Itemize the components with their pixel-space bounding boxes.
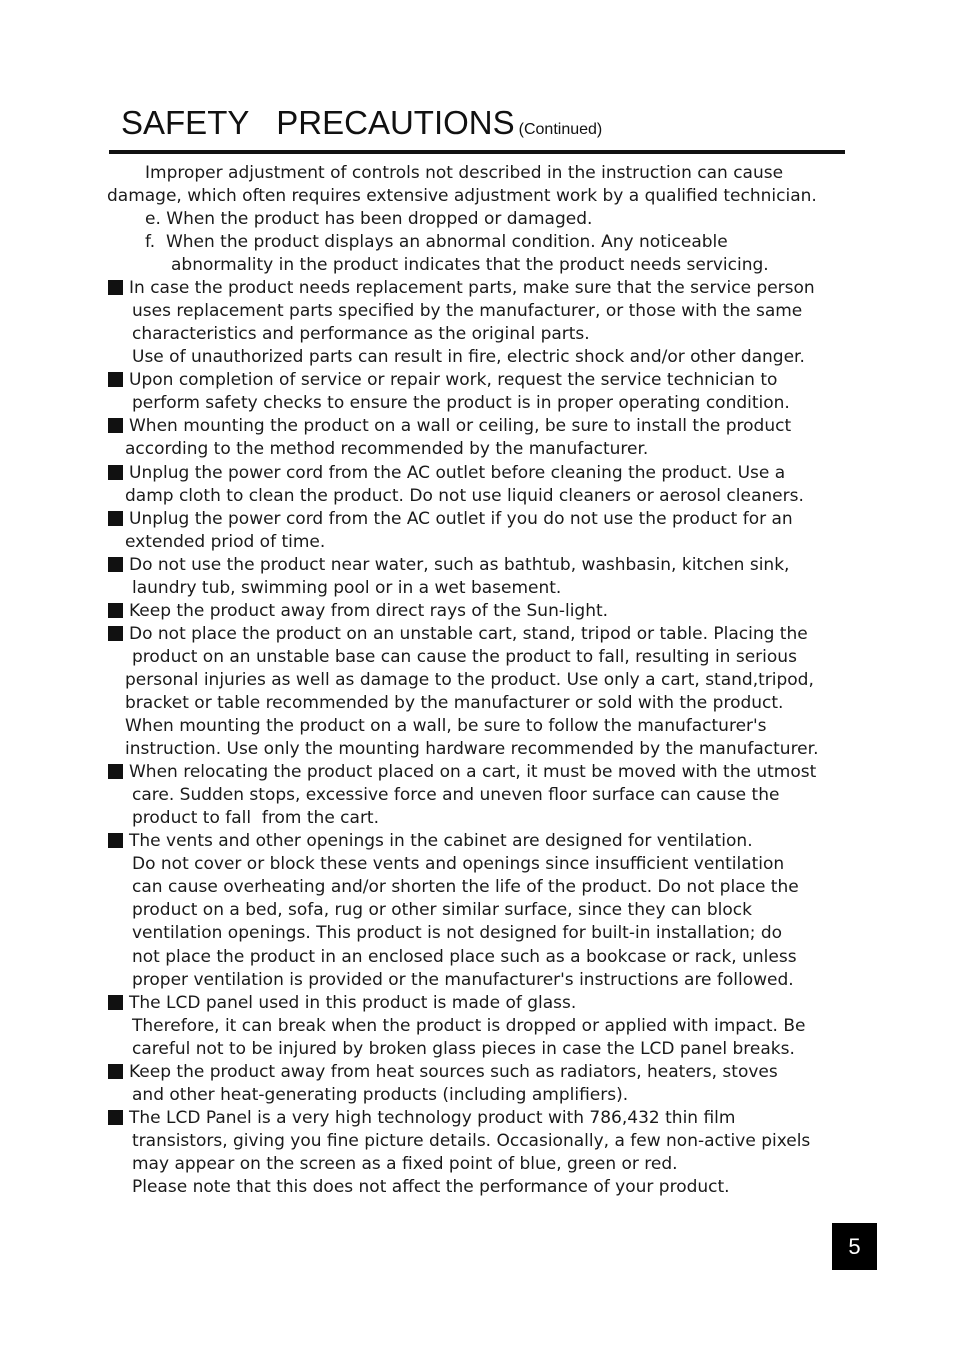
square-bullet-icon xyxy=(108,418,123,433)
text-line xyxy=(171,254,769,277)
text-line xyxy=(125,669,814,692)
text-line xyxy=(132,876,799,899)
text-line-content: e. When the product has been dropped or damaged. xyxy=(145,209,593,229)
text-line-content: bracket or table recommended by the manufacturer or sold with the product. xyxy=(125,693,784,713)
text-line-content: may appear on the screen as a fixed point of blue, green or red. xyxy=(132,1154,678,1174)
text-line xyxy=(132,346,805,369)
text-line-content: Use of unauthorized parts can result in fire, electric shock and/or other danger. xyxy=(132,347,805,367)
text-line-content: damage, which often requires extensive adjustment work by a qualified technician. xyxy=(107,186,817,206)
square-bullet-icon xyxy=(108,764,123,779)
text-line-content: Keep the product away from heat sources such as radiators, heaters, stoves xyxy=(129,1062,778,1082)
text-line-content: proper ventilation is provided or the manufacturer's instructions are followed. xyxy=(132,970,794,990)
text-line-content: Unplug the power cord from the AC outlet before cleaning the product. Use a xyxy=(129,463,786,483)
text-line-content: Unplug the power cord from the AC outlet if you do not use the product for an xyxy=(129,509,793,529)
text-line-content: When mounting the product on a wall, be sure to follow the manufacturer's xyxy=(125,716,767,736)
text-line-content: not place the product in an enclosed place such as a bookcase or rack, unless xyxy=(132,947,797,967)
text-line xyxy=(125,738,818,761)
text-line-content: In case the product needs replacement parts, make sure that the service person xyxy=(129,278,815,298)
page-title-main: SAFETY PRECAUTIONS xyxy=(121,104,515,141)
square-bullet-icon xyxy=(108,1110,123,1125)
square-bullet-icon xyxy=(108,1064,123,1079)
bullet-item xyxy=(108,830,753,853)
text-line xyxy=(145,231,728,254)
text-line-content: transistors, giving you fine picture details. Occasionally, a few non-active pixels xyxy=(132,1131,811,1151)
text-line xyxy=(132,646,797,669)
text-line xyxy=(132,1176,730,1199)
text-line-content: instruction. Use only the mounting hardware recommended by the manufacturer. xyxy=(125,739,819,759)
bullet-item xyxy=(108,1061,778,1084)
text-line xyxy=(132,577,561,600)
bullet-item xyxy=(108,992,576,1015)
text-line-content: The LCD Panel is a very high technology product with 786,432 thin film xyxy=(129,1108,736,1128)
text-line-content: When mounting the product on a wall or ceiling, be sure to install the product xyxy=(129,416,792,436)
text-line xyxy=(132,1015,805,1038)
text-line xyxy=(125,438,648,461)
text-line-content: and other heat-generating products (including amplifiers). xyxy=(132,1085,629,1105)
square-bullet-icon xyxy=(108,995,123,1010)
page-title-subtitle: (Continued) xyxy=(518,121,603,138)
bullet-item xyxy=(108,277,815,300)
bullet-item xyxy=(108,623,808,646)
text-line-content: characteristics and performance as the original parts. xyxy=(132,324,590,344)
text-line-content: When relocating the product placed on a cart, it must be moved with the utmost xyxy=(129,762,817,782)
text-line xyxy=(132,300,802,323)
page-title xyxy=(121,104,602,142)
text-line-content: careful not to be injured by broken glass pieces in case the LCD panel breaks. xyxy=(132,1039,795,1059)
text-line-content: laundry tub, swimming pool or in a wet basement. xyxy=(132,578,562,598)
square-bullet-icon xyxy=(108,557,123,572)
text-line-content: care. Sudden stops, excessive force and uneven floor surface can cause the xyxy=(132,785,780,805)
text-line xyxy=(145,208,592,231)
page-number: 5 xyxy=(832,1223,877,1270)
text-line-content: Therefore, it can break when the product is dropped or applied with impact. Be xyxy=(132,1016,806,1036)
text-line-content: product to fall from the cart. xyxy=(132,808,380,828)
bullet-item xyxy=(108,369,777,392)
text-line xyxy=(125,485,804,508)
text-line-content: Do not use the product near water, such as bathtub, washbasin, kitchen sink, xyxy=(129,555,790,575)
text-line-content: product on a bed, sofa, rug or other similar surface, since they can block xyxy=(132,900,752,920)
text-line-content: abnormality in the product indicates that the product needs servicing. xyxy=(171,255,769,275)
text-line xyxy=(145,162,783,185)
text-line-content: damp cloth to clean the product. Do not use liquid cleaners or aerosol cleaners. xyxy=(125,486,804,506)
square-bullet-icon xyxy=(108,511,123,526)
text-line xyxy=(132,922,782,945)
text-line-content: Improper adjustment of controls not described in the instruction can cause xyxy=(145,163,784,183)
text-line-content: ventilation openings. This product is not designed for built-in installation; do xyxy=(132,923,783,943)
text-line xyxy=(125,531,325,554)
text-line-content: perform safety checks to ensure the product is in proper operating condition. xyxy=(132,393,790,413)
text-line xyxy=(132,392,790,415)
text-line-content: extended priod of time. xyxy=(125,532,326,552)
text-line-content: f. When the product displays an abnormal condition. Any noticeable xyxy=(145,232,728,252)
square-bullet-icon xyxy=(108,280,123,295)
text-line-content: Please note that this does not affect the performance of your product. xyxy=(132,1177,730,1197)
text-line xyxy=(132,946,797,969)
text-line xyxy=(132,784,779,807)
text-line-content: The LCD panel used in this product is made of glass. xyxy=(129,993,577,1013)
square-bullet-icon xyxy=(108,833,123,848)
text-line xyxy=(132,899,752,922)
bullet-item xyxy=(108,1107,735,1130)
text-line xyxy=(125,692,783,715)
bullet-item xyxy=(108,761,816,784)
text-line xyxy=(125,715,767,738)
text-line xyxy=(132,853,784,876)
text-line-content: can cause overheating and/or shorten the life of the product. Do not place the xyxy=(132,877,799,897)
text-line xyxy=(132,1084,628,1107)
text-line xyxy=(132,323,590,346)
text-line xyxy=(132,1038,795,1061)
text-line-content: The vents and other openings in the cabinet are designed for ventilation. xyxy=(129,831,753,851)
text-line xyxy=(132,969,794,992)
text-line xyxy=(132,1130,810,1153)
text-line-content: uses replacement parts specified by the manufacturer, or those with the same xyxy=(132,301,803,321)
square-bullet-icon xyxy=(108,603,123,618)
bullet-item xyxy=(108,554,789,577)
text-line xyxy=(107,185,817,208)
text-line-content: Upon completion of service or repair work, request the service technician to xyxy=(129,370,778,390)
square-bullet-icon xyxy=(108,372,123,387)
text-line-content: product on an unstable base can cause the product to fall, resulting in serious xyxy=(132,647,797,667)
title-divider xyxy=(109,150,845,154)
text-line-content: Do not cover or block these vents and openings since insufficient ventilation xyxy=(132,854,785,874)
square-bullet-icon xyxy=(108,465,123,480)
text-line xyxy=(132,1153,678,1176)
bullet-item xyxy=(108,508,793,531)
text-line-content: Do not place the product on an unstable cart, stand, tripod or table. Placing the xyxy=(129,624,808,644)
text-line-content: Keep the product away from direct rays of the Sun-light. xyxy=(129,601,609,621)
bullet-item xyxy=(108,462,785,485)
text-line xyxy=(132,807,379,830)
bullet-item xyxy=(108,600,608,623)
square-bullet-icon xyxy=(108,626,123,641)
bullet-item xyxy=(108,415,791,438)
text-line-content: personal injuries as well as damage to the product. Use only a cart, stand,tripod, xyxy=(125,670,814,690)
text-line-content: according to the method recommended by the manufacturer. xyxy=(125,439,649,459)
